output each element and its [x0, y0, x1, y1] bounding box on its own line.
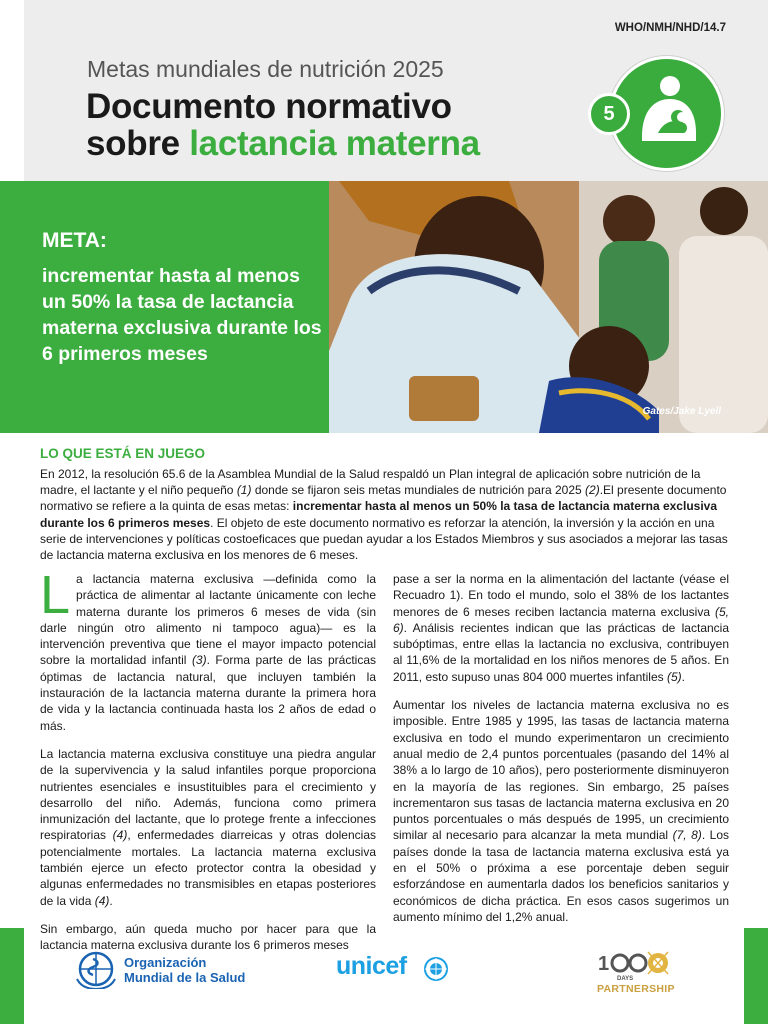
footer-accent-right — [744, 928, 768, 1024]
document-code: WHO/NMH/NHD/14.7 — [614, 22, 726, 34]
who-line-2: Mundial de la Salud — [124, 970, 246, 985]
who-line-1: Organización — [124, 955, 207, 970]
left-accent-bar — [0, 181, 24, 433]
title-line-1: Documento normativo — [86, 87, 452, 126]
intro-text-d: . El objeto de este documento normativo es reforzar la atención, la inversión y la acción en una serie de intervenciones y políticas costoeficaces que puedan ayudar a los Estados Miembros y sus asociados a mejorar las tasas de lactancia materna exclusiva en los menores de 6 meses. — [40, 515, 728, 563]
title-line-2-green: lactancia materna — [189, 124, 480, 163]
left-p1-text-a: a lactancia materna exclusiva —definida como la práctica de alimentar al lactante únicamente con leche materna durante los primeros 6 meses de vida (sin darle ningún otro alimento ni tampoco agua)— es la intervención preventiva que tiene el mayor impacto potencial sobre la mortalidad infantil — [40, 572, 376, 668]
drop-cap: L — [40, 565, 71, 625]
right-paragraph-1 — [393, 571, 729, 685]
left-column — [40, 565, 376, 966]
intro-bold-goal: incrementar hasta al menos un 50% la tasa de lactancia materna exclusiva durante los 6 primeros meses — [40, 499, 717, 530]
right-p2-ref: (7, 8) — [672, 828, 702, 843]
unicef-logo-text: unicef — [336, 952, 407, 980]
target-number-badge: 5 — [588, 93, 630, 135]
1000-days-logo-icon — [594, 944, 684, 1004]
left-p1-ref: (3) — [191, 653, 207, 668]
footer-accent-left — [0, 928, 24, 1024]
right-paragraph-2 — [393, 697, 729, 925]
left-paragraph-2 — [40, 746, 376, 909]
photo-credit: Gates/Jake Lyell — [642, 406, 721, 417]
partnership-days-label: DAYS — [617, 976, 634, 982]
section-heading: LO QUE ESTÁ EN JUEGO — [40, 446, 206, 461]
mother-breastfeeding-photo — [329, 181, 768, 433]
goal-text: incrementar hasta al menos un 50% la tasa de lactancia materna exclusiva durante los 6 primeros meses — [42, 265, 322, 365]
left-p2-text-a: La lactancia materna exclusiva constituye una piedra angular de la supervivencia y la salud infantiles porque proporciona nutrientes esenciales e insustituibles para el crecimiento y desarrollo del niño. Además, funciona como primera inmunización del lactante, que lo protege frente a infecciones respiratorias — [40, 746, 376, 843]
who-logo-text — [124, 955, 245, 985]
right-p1-ref-1: (5, 6) — [393, 604, 729, 635]
document-title — [86, 88, 480, 162]
intro-text-b: donde se fijaron seis metas mundiales de nutrición para 2025 — [251, 483, 586, 498]
intro-ref-2: (2) — [585, 483, 600, 498]
intro-text-c: .El presente documento normativo se refiere a la quinta de esas metas: — [40, 483, 727, 514]
intro-ref-1: (1) — [236, 483, 252, 498]
right-p1-text-a: pase a ser la norma en la alimentación del lactante (véase el Recuadro 1). En todo el mundo, solo el 38% de los lactantes menores de 6 meses reciben lactancia materna exclusiva — [393, 572, 729, 619]
right-column — [393, 571, 729, 937]
right-p2-text-b: . Los países donde la tasa de lactancia materna exclusiva está ya en el 50% o próxima a ese porcentaje deben seguir esforzándose en aumentarla dados los beneficios sanitarios y económicos de dicha práctica. En esos casos sugerimos un aumento mínimo del 1,2% anual. — [393, 828, 730, 924]
intro-text-a: En 2012, la resolución 65.6 de la Asamblea Mundial de la Salud respaldó un Plan integral de aplicación sobre nutrición de la madre, el lactante y el niño pequeño — [40, 467, 701, 498]
photo-illustration — [329, 181, 768, 433]
intro-paragraph — [40, 466, 730, 563]
unicef-globe-icon — [423, 956, 449, 982]
left-paragraph-3: Sin embargo, aún queda mucho por hacer para que la lactancia materna exclusiva durante los 6 primeros meses — [40, 921, 376, 953]
left-p2-text-c: . — [109, 893, 113, 908]
goal-label: META: — [42, 229, 107, 252]
title-line-2-plain: sobre — [86, 124, 190, 163]
right-p1-ref-2: (5) — [666, 669, 682, 684]
document-subtitle: Metas mundiales de nutrición 2025 — [87, 56, 444, 82]
svg-text:1: 1 — [598, 953, 610, 975]
right-p2-text-a: Aumentar los niveles de lactancia materna exclusiva no es imposible. Entre 1985 y 1995, las tasas de lactancia materna exclusiva en todo el mundo experimentaron un crecimiento anual medio de 2,4 puntos porcentuales (pasando del 14% al 38% a lo largo de 10 años), pero posteriormente disminuyeron en la mayoría de las regiones. Sin embargo, 25 países incrementaron sus tasas de lactancia materna exclusiva en 20 puntos porcentuales o más después de 1995, un crecimiento similar al necesario para alcanzar la meta mundial — [393, 698, 729, 843]
left-p2-ref-2: (4) — [94, 893, 110, 908]
partnership-label: PARTNERSHIP — [597, 983, 675, 995]
right-p1-text-c: . — [681, 669, 685, 684]
left-p1-text-b: . Forma parte de las prácticas óptimas de lactancia natural, que incluyen también la instauración de la lactancia materna durante la primera hora de vida y la lactancia continuada hasta los 2 años de edad o más. — [40, 653, 376, 733]
left-paragraph-1 — [40, 565, 376, 734]
who-emblem-icon — [73, 949, 119, 989]
left-p2-ref-1: (4) — [112, 828, 128, 843]
right-p1-text-b: . Análisis recientes indican que las prácticas de lactancia subóptimas, entre ellas la lactancia no exclusiva, contribuyen al 11,6% de la mortalidad en los niños menores de 5 años. En 2011, esto supuso unas 804 000 muertes infantiles — [393, 620, 729, 684]
goal-panel — [24, 181, 329, 433]
left-p2-text-b: , enfermedades diarreicas y otras dolencias potencialmente mortales. La lactancia materna exclusiva también ejerce un efecto protector contra la obesidad y algunas enfermedades no transmisibles en etapas posteriores de la vida — [40, 828, 376, 908]
